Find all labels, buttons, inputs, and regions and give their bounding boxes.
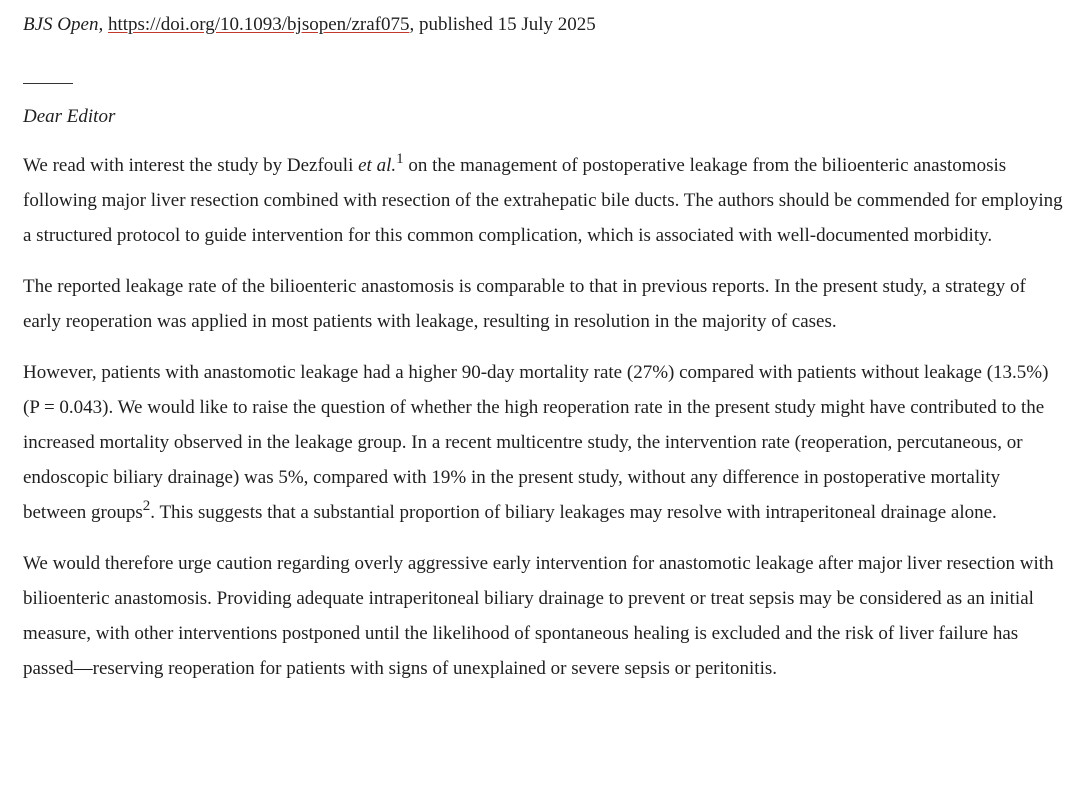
letter-page — [23, 10, 1063, 686]
et-al: et al. — [358, 155, 397, 176]
paragraph-4: We would therefore urge caution regarding overly aggressive early intervention for anastomotic leakage after major liver resection with bilioenteric anastomosis. Providing adequate intraperitoneal biliary drainage to prevent or treat sepsis may be considered as an initial measure, with other interventions postponed until the likelihood of spontaneous healing is excluded and the risk of liver failure has passed—reserving reoperation for patients with signs of unexplained or severe sepsis or peritonitis. — [23, 553, 1054, 679]
reference-1[interactable]: 1 — [396, 151, 404, 167]
paragraph-3-text-b: . This suggests that a substantial proportion of biliary leakages may resolve with intraperitoneal drainage alone. — [150, 502, 997, 523]
paragraph-3 — [23, 355, 1063, 530]
salutation: Dear Editor — [23, 106, 116, 127]
journal-name: BJS Open, — [23, 14, 104, 35]
paragraph-1-text-b: on the management of postoperative leakage from the bilioenteric anastomosis following major liver resection combined with resection of the extrahepatic bile ducts. The authors should be commended for employing a structured protocol to guide intervention for this common complication, which is associated with well-documented morbidity. — [23, 155, 1063, 246]
reference-2[interactable]: 2 — [142, 498, 151, 514]
publication-date: , published 15 July 2025 — [409, 14, 596, 35]
paragraph-2: The reported leakage rate of the bilioenteric anastomosis is comparable to that in previous reports. In the present study, a strategy of early reoperation was applied in most patients with leakage, resulting in resolution in the majority of cases. — [23, 276, 1026, 332]
paragraph-3-text-a: However, patients with anastomotic leakage had a higher 90-day mortality rate (27%) compared with patients without leakage (13.5%) (P = 0.043). We would like to raise the question of whether the high reoperation rate in the present study might have contributed to the increased mortality observed in the leakage group. In a recent multicentre study, the intervention rate (reoperation, percutaneous, or endoscopic biliary drainage) was 5%, compared with 19% in the present study, without any difference in postoperative mortality between groups — [23, 362, 1049, 523]
doi-link[interactable]: https://doi.org/10.1093/bjsopen/zraf075 — [107, 14, 410, 35]
paragraph-1 — [23, 148, 1063, 253]
citation-line — [23, 10, 1063, 40]
separator-rule — [23, 83, 73, 84]
paragraph-1-text-a: We read with interest the study by Dezfouli — [23, 155, 359, 176]
